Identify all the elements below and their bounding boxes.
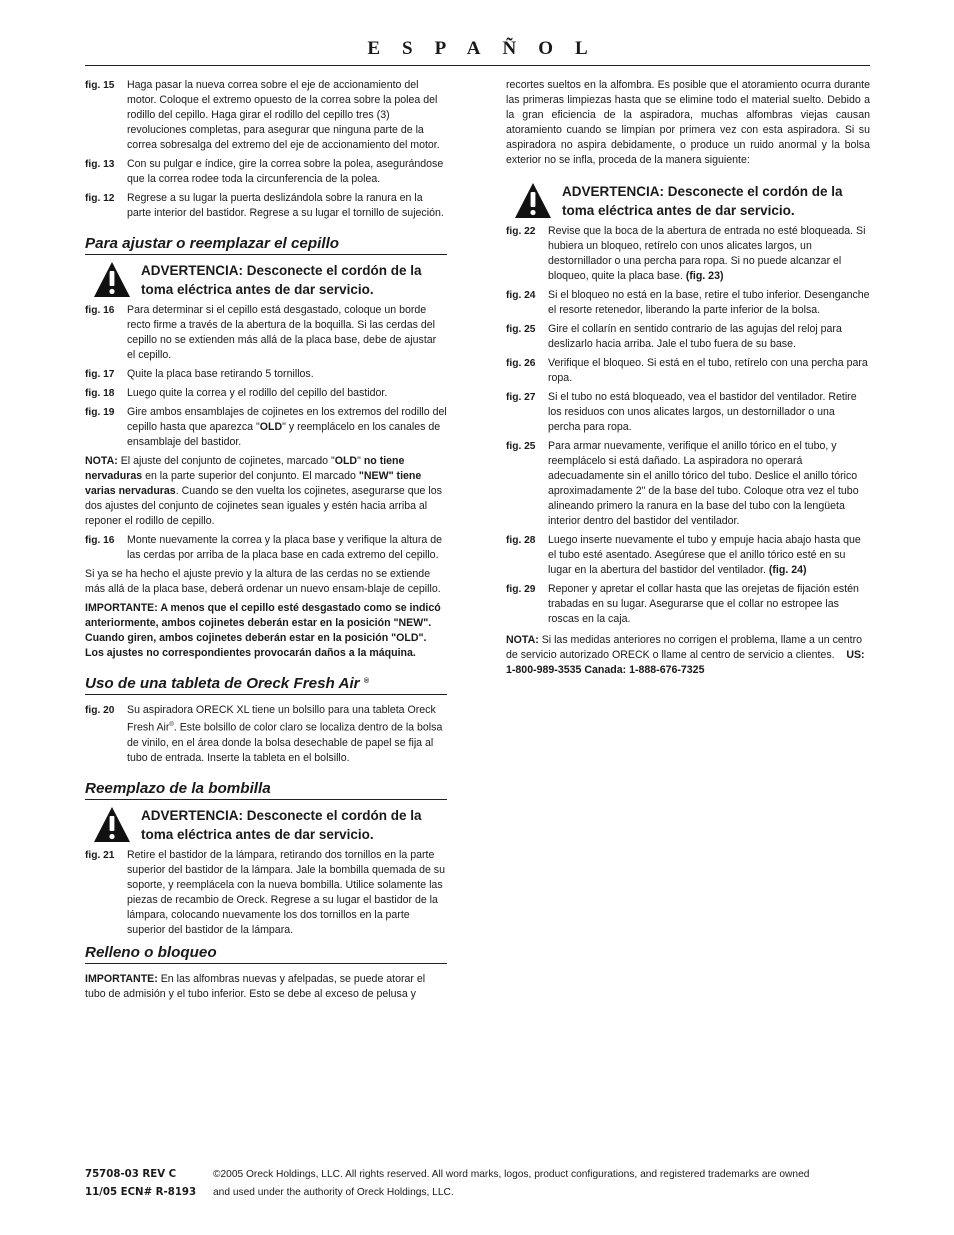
text-run: Revise que la boca de la abertura de entrada no esté bloqueada. Si hubiera un bloqueo, retírelo con unos alicates largos, un destornillador o una percha para ropa. Si no puede alcanzar el bloqueo, quite la placa base. [548, 225, 866, 282]
text-run: Gire ambos ensamblajes de cojinetes en los extremos del rodillo del cepillo hasta que aparezca " [127, 406, 447, 433]
fig-label: fig. 22 [506, 226, 536, 237]
nota-paragraph [85, 454, 447, 529]
section-title-fresh-air [85, 675, 447, 695]
nota-label: NOTA: [85, 455, 118, 467]
fig-item [506, 533, 870, 578]
warning-text: ADVERTENCIA: Desconecte el cordón de la toma eléctrica antes de dar servicio. [562, 184, 843, 218]
fig-text: Para determinar si el cepillo está desgastado, coloque un borde recto firme a través de la abertura de la boquilla. Si las cerdas del cepillo no se extienden más allá de la placa base, debe de ajustar el cepillo. [127, 304, 437, 361]
text-bold: (fig. 24) [768, 564, 807, 576]
fig-label: fig. 16 [85, 305, 115, 316]
fig-text: Si el tubo no está bloqueado, vea el bastidor del ventilador. Retire los residuos con unos alicates largos, un destornillador o una percha para ropa. [548, 391, 857, 433]
header-rule [85, 65, 870, 66]
fig-label: fig. 12 [85, 193, 115, 204]
text-bold: OLD [334, 455, 358, 467]
text-run: Su aspiradora ORECK XL tiene un bolsillo para una tableta Oreck Fresh Air [127, 704, 436, 734]
fig-label: fig. 17 [85, 369, 115, 380]
warning-block [85, 806, 447, 844]
nota-label: NOTA: [506, 634, 539, 646]
copyright-line: ©2005 Oreck Holdings, LLC. All rights reserved. All word marks, logos, product configurations, and registered trademarks are owned [213, 1169, 810, 1180]
left-column [85, 78, 447, 1006]
fig-label: fig. 20 [85, 705, 115, 716]
fig-item [85, 386, 447, 401]
fig-item [85, 191, 447, 221]
fig-item [506, 224, 870, 284]
warning-triangle-icon [85, 261, 141, 299]
nota-paragraph [506, 633, 870, 678]
fig-text: Luego quite la correa y el rodillo del cepillo del bastidor. [127, 387, 388, 399]
fig-item [506, 288, 870, 318]
right-column [506, 78, 870, 682]
fig-text [127, 703, 447, 766]
fig-item [85, 78, 447, 153]
text-bold: "NEW" tiene varias nervaduras [85, 470, 422, 497]
text-run: En las alfombras nuevas y afelpadas, se puede atorar el tubo de admisión y el tubo inferior. Esto se debe al exceso de pelusa y [85, 972, 426, 1000]
text-bold: (fig. 23) [685, 270, 724, 282]
text-run: " [357, 455, 364, 467]
fig-text [548, 533, 870, 578]
fig-item [85, 848, 447, 938]
fig-text: Reponer y apretar el collar hasta que las orejetas de fijación estén trabadas en su lugar. Asegurarse que el collar no estropee las roscas en la caja. [548, 583, 859, 625]
fig-label: fig. 27 [506, 392, 536, 403]
text-bold: OLD [259, 421, 283, 433]
section-title-brush: Para ajustar o reemplazar el cepillo [85, 235, 447, 255]
fig-text: Haga pasar la nueva correa sobre el eje de accionamiento del motor. Coloque el extremo opuesto de la correa sobre la polea del rodillo del cepillo. Haga girar el rodillo del cepillo tres (3) revoluciones completas, para asegurar que ninguna parte de la correa sobresalga del extremo del eje de accionamiento del motor. [127, 79, 440, 151]
warning-triangle-icon [85, 806, 141, 844]
intro-paragraph: recortes sueltos en la alfombra. Es posible que el atoramiento ocurra durante las primeras limpiezas hasta que se elimine todo el material suelto. Debido a la gran eficiencia de la aspiradora, muchas alfombras viejas causan atoramiento cuando se limpian por primera vez con esta aspiradora. Si su aspiradora no aspira debidamente, o produce un ruido anormal y la bolsa exterior no se infla, proceda de la manera siguiente: [506, 79, 870, 166]
text-run: Si las medidas anteriores no corrigen el problema, llame a un centro de servicio autorizado ORECK o llame al centro de servicio a clientes. [506, 634, 863, 661]
section-title-bulb: Reemplazo de la bombilla [85, 780, 447, 800]
phone-numbers: US: 1-800-989-3535 Canada: 1-888-676-7325 [506, 649, 865, 676]
text-run: . Cuando se den vuelta los cojinetes, asegurarse que los dos ajustes del conjunto de cojinetes sean iguales y estén hacia arriba al reponer el rodillo de cepillo. [85, 485, 442, 527]
copyright-line: and used under the authority of Oreck Holdings, LLC. [213, 1187, 454, 1198]
order-paragraph: Si ya se ha hecho el ajuste previo y la altura de las cerdas no se extiende más allá de la placa base, deberá ordenar un nuevo ensam-blaje de cepillo. [85, 568, 441, 595]
fig-text: Verifique el bloqueo. Si está en el tubo, retírelo con una percha para ropa. [548, 357, 868, 384]
text-bold: no tiene nervaduras [85, 455, 405, 482]
fig-item [85, 367, 447, 382]
fig-item [506, 390, 870, 435]
text-run: El ajuste del conjunto de cojinetes, marcado " [117, 455, 335, 467]
fig-text [548, 224, 870, 284]
fig-text: Para armar nuevamente, verifique el anillo tórico en el tubo, y reemplácelo si está dañado. La aspiradora no operará adecuadamente sin el anillo tórico del tubo. Deslice el anillo tórico aproximadamente 2" de la base del tubo. Coloque otra vez el tubo alineando primero la ranura en la base del tubo con la lengüeta interior dentro del bastidor del ventilador. [548, 440, 859, 527]
fig-label: fig. 19 [85, 407, 115, 418]
fig-text: Con su pulgar e índice, gire la correa sobre la polea, asegurándose que la correa rodee toda la circunferencia de la polea. [127, 158, 444, 185]
text-run: en la parte superior del conjunto. El marcado [142, 470, 359, 482]
fig-item [85, 303, 447, 363]
text-run: Luego inserte nuevamente el tubo y empuje hacia abajo hasta que el tubo esté asentado. Asegúrese que el anillo tórico esté en su lugar en la abertura del bastidor del ventilador. [548, 534, 861, 576]
section-title-text: Uso de una tableta de Oreck Fresh Air [85, 675, 360, 692]
warning-block [85, 261, 447, 299]
registered-mark: ® [169, 722, 174, 728]
fig-item [506, 439, 870, 529]
fig-text: Gire el collarín en sentido contrario de las agujas del reloj para deslizarlo hacia arriba. Jale el tubo fuera de su base. [548, 323, 842, 350]
fig-item [506, 582, 870, 627]
fig-item [85, 157, 447, 187]
fig-label: fig. 15 [85, 80, 115, 91]
warning-block [506, 182, 870, 220]
fig-item [506, 322, 870, 352]
fig-item [85, 533, 447, 563]
fig-item [506, 356, 870, 386]
importante-label: IMPORTANTE: [85, 972, 158, 985]
importante-clog-paragraph [85, 972, 447, 1002]
fig-label: fig. 25 [506, 324, 536, 335]
page-title: ESPAÑOL [367, 38, 610, 59]
text-run: " y reemplácelo en los canales de ensamblaje del bastidor. [127, 421, 441, 448]
fig-text: Monte nuevamente la correa y la placa base y verifique la altura de las cerdas por arriba de la placa base en cada extremo del cepillo. [127, 534, 443, 561]
registered-mark: ® [363, 678, 369, 685]
fig-text: Si el bloqueo no está en la base, retire el tubo inferior. Desenganche el resorte retenedor, liberando la parte inferior de la bolsa. [548, 289, 870, 316]
fig-text: Retire el bastidor de la lámpara, retirando dos tornillos en la parte superior del bastidor de la lámpara. Jale la bombilla quemada de su soporte, y reemplácela con la nueva bombilla. Utilice solamente las piezas de recambio de Oreck. Regrese a su lugar el bastidor de la lámpara, colocando nuevamente los dos tornillos en la parte superior del bastidor de la lámpara. [127, 848, 445, 936]
doc-code: 75708-03 REV C [85, 1169, 177, 1180]
section-title-clog: Relleno o bloqueo [85, 944, 447, 964]
footer-copyright [213, 1166, 853, 1202]
fig-item [85, 405, 447, 450]
warning-triangle-icon [506, 182, 562, 220]
fig-label: fig. 21 [85, 849, 115, 861]
fig-text: Quite la placa base retirando 5 tornillos. [127, 368, 314, 380]
importante-paragraph: IMPORTANTE: A menos que el cepillo esté desgastado como se indicó anteriormente, ambos cojinetes deberán estar en la posición "NEW". Cuando giren, ambos cojinetes deberán estar en la posición "OLD". Los ajustes no correspondientes provocarán daños a la máquina. [85, 602, 441, 659]
text-run: . Este bolsillo de color claro se localiza dentro de la bolsa de vinilo, en el área donde la bolsa desechable de papel se fija al tubo de entrada. Inserte la tableta en el bolsillo. [127, 721, 443, 764]
fig-label: fig. 18 [85, 388, 115, 399]
fig-label: fig. 25 [506, 441, 536, 452]
fig-text: Regrese a su lugar la puerta deslizándola sobre la ranura en la parte interior del bastidor. Regrese a su lugar el tornillo de sujeción. [127, 192, 444, 219]
warning-text: ADVERTENCIA: Desconecte el cordón de la toma eléctrica antes de dar servicio. [141, 263, 422, 297]
fig-label: fig. 26 [506, 358, 536, 369]
fig-text [127, 405, 447, 450]
fig-label: fig. 28 [506, 535, 536, 546]
fig-label: fig. 16 [85, 535, 115, 546]
fig-label: fig. 29 [506, 584, 536, 595]
fig-item [85, 703, 447, 766]
doc-date: 11/05 ECN# R-8193 [85, 1187, 197, 1198]
fig-label: fig. 13 [85, 159, 115, 170]
footer-codes [85, 1166, 196, 1202]
warning-text: ADVERTENCIA: Desconecte el cordón de la toma eléctrica antes de dar servicio. [141, 807, 422, 842]
fig-label: fig. 24 [506, 290, 536, 301]
